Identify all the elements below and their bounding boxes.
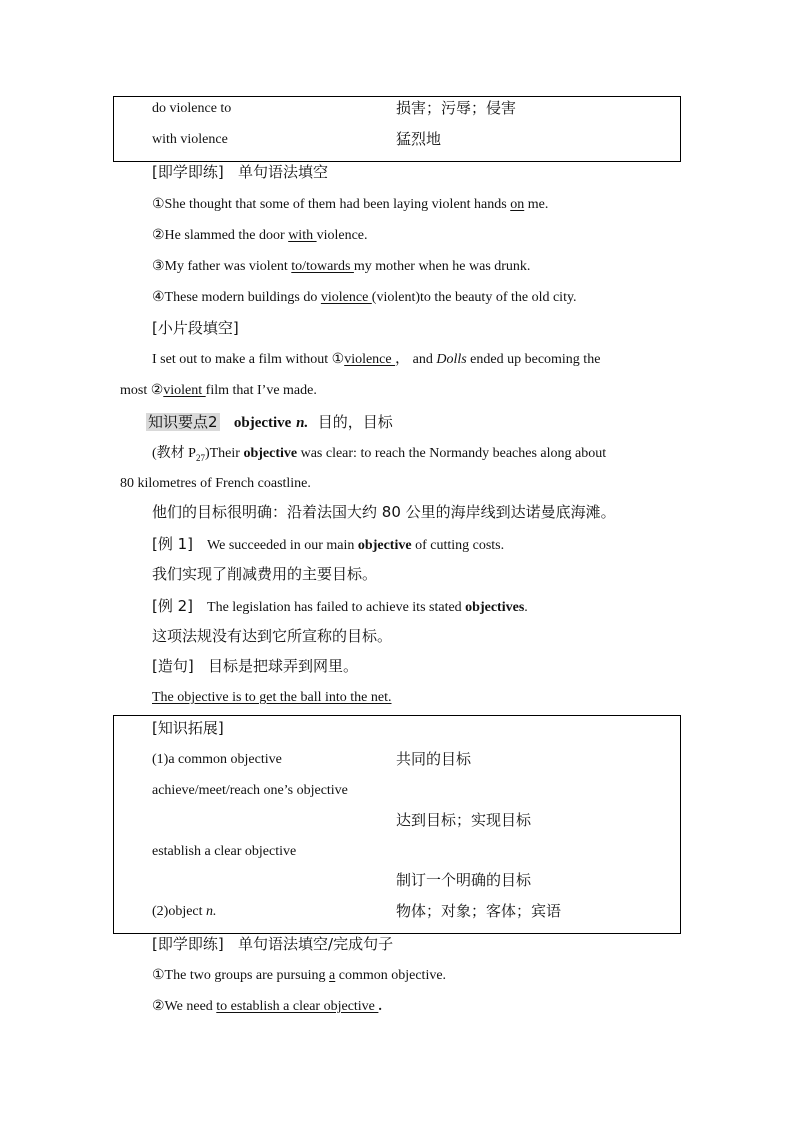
keyword-in-sentence: objectives (465, 600, 525, 615)
fill-answer: violence (344, 352, 396, 367)
item-answer: to establish a clear objective (216, 999, 379, 1014)
fill-line (120, 381, 317, 401)
example-text: The legislation has failed to achieve its stated (207, 600, 466, 615)
extension-meaning: 物体；对象；客体；宾语 (396, 902, 562, 920)
practice-item (152, 257, 530, 277)
phrase-en: do violence to (152, 101, 232, 116)
fill-text: ended up becoming the (466, 352, 601, 367)
practice-tag: [即学即练] (152, 935, 224, 953)
sentence-prompt: 目标是把球弄到网里。 (208, 657, 359, 675)
keyword-in-sentence: objective (357, 538, 412, 553)
practice-item (152, 195, 548, 215)
textbook-text: was clear: to reach the Normandy beaches along about (297, 446, 607, 461)
example-text: We succeeded in our main (207, 538, 358, 553)
example-translation: 这项法规没有达到它所宣称的目标。 (152, 627, 393, 645)
extension-phrase (152, 902, 217, 922)
fill-title: Dolls (436, 352, 467, 367)
example-label: [例 2] (152, 597, 194, 615)
extension-meaning: 共同的目标 (396, 750, 472, 768)
fill-line (152, 350, 600, 370)
sentence-label: [造句] (152, 657, 194, 675)
example-text: . (524, 600, 528, 615)
item-text: ④These modern buildings do (152, 290, 321, 305)
item-text: common objective. (335, 968, 447, 983)
item-text: ②We need (152, 999, 217, 1014)
fill-text: most ② (120, 383, 164, 398)
extension-phrase: achieve/meet/reach one’s objective (152, 783, 348, 798)
part-of-speech: n. (206, 904, 217, 919)
keyword: objective (233, 415, 292, 431)
example-text: of cutting costs. (411, 538, 505, 553)
extension-phrase: (1)a common objective (152, 752, 282, 767)
item-text: . (378, 999, 382, 1014)
textbook-ref: (教材 P (152, 446, 196, 461)
textbook-sentence (152, 444, 606, 468)
textbook-sentence-cont: 80 kilometres of French coastline. (120, 476, 311, 491)
practice-title: 单句语法填空/完成句子 (238, 935, 394, 953)
fill-heading: [小片段填空] (152, 319, 239, 337)
practice-item (152, 997, 382, 1017)
practice-heading (152, 934, 393, 954)
extension-phrase: establish a clear objective (152, 844, 297, 859)
item-answer: with (288, 228, 317, 243)
fill-text: film that I’ve made. (205, 383, 317, 398)
example-label: [例 1] (152, 535, 194, 553)
item-text: ③My father was violent (152, 259, 292, 274)
example-sentence (152, 534, 504, 556)
item-text: my mother when he was drunk. (353, 259, 531, 274)
fill-text: I set out to make a film without ① (152, 352, 345, 367)
phrase-zh: 猛烈地 (396, 130, 442, 148)
practice-tag: [即学即练] (152, 163, 224, 181)
textbook-text: )Their (204, 446, 244, 461)
part-of-speech: n. (296, 415, 309, 431)
knowledge-point-tag: 知识要点2 (148, 413, 218, 431)
extension-word: (2)object (152, 904, 207, 919)
extension-heading: [知识拓展] (152, 719, 224, 737)
sentence-answer: The objective is to get the ball into the net. (152, 690, 392, 705)
practice-item (152, 288, 577, 308)
textbook-page: 27 (195, 452, 205, 463)
keyword-in-sentence: objective (243, 446, 298, 461)
item-text: violence. (316, 228, 368, 243)
practice-heading (152, 162, 328, 182)
phrase-en: with violence (152, 132, 228, 147)
example-sentence (152, 596, 528, 618)
knowledge-point-heading (146, 412, 393, 433)
item-text: ①The two groups are pursuing (152, 968, 330, 983)
practice-title: 单句语法填空 (238, 163, 329, 181)
item-text: me. (524, 197, 549, 212)
item-answer: violence (320, 290, 372, 305)
extension-meaning: 制订一个明确的目标 (396, 871, 532, 889)
item-answer: to/towards (291, 259, 354, 274)
example-translation: 我们实现了削减费用的主要目标。 (152, 565, 378, 583)
extension-meaning: 达到目标；实现目标 (396, 811, 532, 829)
item-answer: on (510, 197, 525, 212)
phrase-zh: 损害；污辱；侵害 (396, 99, 517, 117)
item-answer: a (329, 968, 336, 983)
fill-answer: violent (163, 383, 206, 398)
practice-item (152, 966, 446, 986)
textbook-translation: 他们的目标很明确：沿着法国大约 80 公里的海岸线到达诺曼底海滩。 (152, 503, 616, 521)
practice-item (152, 226, 368, 246)
sentence-making-prompt (152, 656, 358, 676)
keyword-meaning: 目的，目标 (317, 413, 393, 431)
item-text: ②He slammed the door (152, 228, 289, 243)
fill-text: ， and (395, 352, 437, 367)
item-text: ①She thought that some of them had been laying violent hands (152, 197, 511, 212)
item-text: (violent)to the beauty of the old city. (371, 290, 577, 305)
